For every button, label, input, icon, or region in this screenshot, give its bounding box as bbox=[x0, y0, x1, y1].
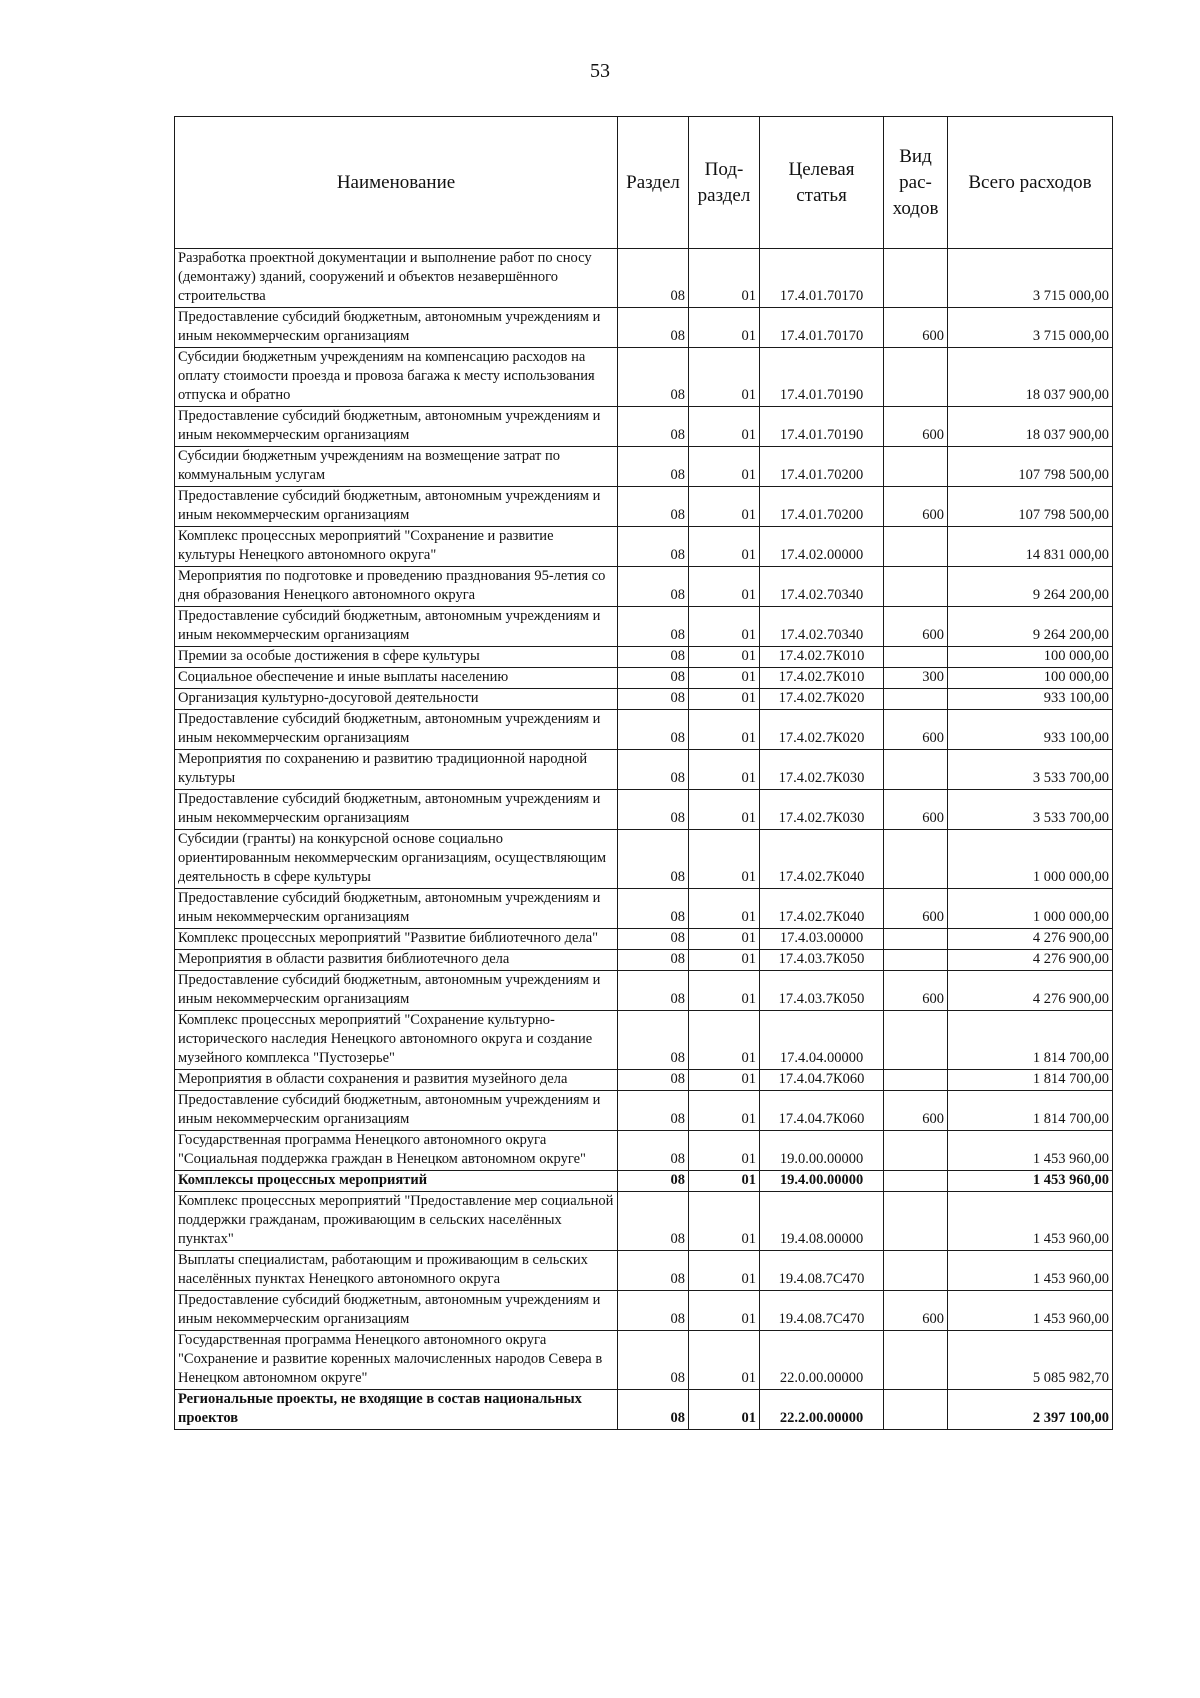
row-podrazdel-cell: 01 bbox=[689, 1171, 760, 1192]
row-vid-cell: 600 bbox=[884, 1091, 948, 1131]
page-number: 53 bbox=[590, 60, 610, 82]
header-statya: Целевая статья bbox=[760, 117, 884, 249]
row-name-cell: Предоставление субсидий бюджетным, автономным учреждениям и иным некоммерческим организациям bbox=[175, 889, 618, 929]
table-row bbox=[175, 249, 1113, 308]
row-vid-cell bbox=[884, 1131, 948, 1171]
row-statya-cell: 17.4.03.00000 bbox=[760, 929, 884, 950]
row-podrazdel-cell: 01 bbox=[689, 710, 760, 750]
row-name-cell: Комплекс процессных мероприятий "Сохранение культурно-исторического наследия Ненецкого автономного округа и создание музейного комплекса "Пустозерье" bbox=[175, 1011, 618, 1070]
row-name-cell: Государственная программа Ненецкого автономного округа "Сохранение и развитие коренных малочисленных народов Севера в Ненецком автономном округе" bbox=[175, 1331, 618, 1390]
header-razdel: Раздел bbox=[618, 117, 689, 249]
row-name-cell: Разработка проектной документации и выполнение работ по сносу (демонтажу) зданий, сооружений и объектов незавершённого строительства bbox=[175, 249, 618, 308]
row-name-cell: Предоставление субсидий бюджетным, автономным учреждениям и иным некоммерческим организациям bbox=[175, 407, 618, 447]
row-statya-cell: 17.4.02.00000 bbox=[760, 527, 884, 567]
row-vid-cell bbox=[884, 950, 948, 971]
table-row bbox=[175, 889, 1113, 929]
row-name-cell: Предоставление субсидий бюджетным, автономным учреждениям и иным некоммерческим организациям bbox=[175, 1091, 618, 1131]
budget-table bbox=[174, 116, 1113, 1430]
row-total-cell: 4 276 900,00 bbox=[948, 929, 1113, 950]
table-row bbox=[175, 971, 1113, 1011]
row-razdel-cell: 08 bbox=[618, 348, 689, 407]
table-row bbox=[175, 689, 1113, 710]
row-total-cell: 9 264 200,00 bbox=[948, 607, 1113, 647]
row-vid-cell: 600 bbox=[884, 607, 948, 647]
table-row bbox=[175, 1192, 1113, 1251]
table-row bbox=[175, 1011, 1113, 1070]
row-name-cell: Субсидии бюджетным учреждениям на возмещение затрат по коммунальным услугам bbox=[175, 447, 618, 487]
row-name-cell: Комплекс процессных мероприятий "Сохранение и развитие культуры Ненецкого автономного округа" bbox=[175, 527, 618, 567]
row-razdel-cell: 08 bbox=[618, 971, 689, 1011]
row-podrazdel-cell: 01 bbox=[689, 527, 760, 567]
row-name-cell: Предоставление субсидий бюджетным, автономным учреждениям и иным некоммерческим организациям bbox=[175, 487, 618, 527]
row-total-cell: 1 000 000,00 bbox=[948, 889, 1113, 929]
row-razdel-cell: 08 bbox=[618, 249, 689, 308]
row-total-cell: 107 798 500,00 bbox=[948, 447, 1113, 487]
row-podrazdel-cell: 01 bbox=[689, 1331, 760, 1390]
row-razdel-cell: 08 bbox=[618, 1291, 689, 1331]
table-row bbox=[175, 830, 1113, 889]
row-podrazdel-cell: 01 bbox=[689, 1070, 760, 1091]
row-total-cell: 933 100,00 bbox=[948, 689, 1113, 710]
row-total-cell: 1 453 960,00 bbox=[948, 1291, 1113, 1331]
row-razdel-cell: 08 bbox=[618, 1011, 689, 1070]
row-total-cell: 1 000 000,00 bbox=[948, 830, 1113, 889]
row-vid-cell bbox=[884, 567, 948, 607]
row-vid-cell bbox=[884, 1192, 948, 1251]
row-statya-cell: 17.4.01.70200 bbox=[760, 487, 884, 527]
row-total-cell: 14 831 000,00 bbox=[948, 527, 1113, 567]
row-total-cell: 4 276 900,00 bbox=[948, 971, 1113, 1011]
row-statya-cell: 17.4.02.7К030 bbox=[760, 790, 884, 830]
row-statya-cell: 17.4.01.70190 bbox=[760, 407, 884, 447]
table-row bbox=[175, 348, 1113, 407]
table-row bbox=[175, 1291, 1113, 1331]
header-name: Наименование bbox=[175, 117, 618, 249]
row-podrazdel-cell: 01 bbox=[689, 950, 760, 971]
row-name-cell: Мероприятия в области развития библиотечного дела bbox=[175, 950, 618, 971]
row-podrazdel-cell: 01 bbox=[689, 790, 760, 830]
row-podrazdel-cell: 01 bbox=[689, 407, 760, 447]
row-name-cell: Региональные проекты, не входящие в состав национальных проектов bbox=[175, 1390, 618, 1430]
header-total: Всего расходов bbox=[948, 117, 1113, 249]
table-row bbox=[175, 668, 1113, 689]
row-total-cell: 1 814 700,00 bbox=[948, 1091, 1113, 1131]
row-podrazdel-cell: 01 bbox=[689, 1011, 760, 1070]
row-total-cell: 100 000,00 bbox=[948, 668, 1113, 689]
row-vid-cell: 600 bbox=[884, 487, 948, 527]
table-row bbox=[175, 567, 1113, 607]
row-razdel-cell: 08 bbox=[618, 1091, 689, 1131]
row-total-cell: 3 533 700,00 bbox=[948, 790, 1113, 830]
row-razdel-cell: 08 bbox=[618, 407, 689, 447]
row-statya-cell: 17.4.02.70340 bbox=[760, 567, 884, 607]
row-name-cell: Социальное обеспечение и иные выплаты населению bbox=[175, 668, 618, 689]
table-row bbox=[175, 950, 1113, 971]
table-row bbox=[175, 790, 1113, 830]
row-statya-cell: 19.0.00.00000 bbox=[760, 1131, 884, 1171]
row-vid-cell bbox=[884, 647, 948, 668]
row-vid-cell bbox=[884, 527, 948, 567]
row-razdel-cell: 08 bbox=[618, 668, 689, 689]
row-vid-cell: 600 bbox=[884, 308, 948, 348]
row-podrazdel-cell: 01 bbox=[689, 647, 760, 668]
row-statya-cell: 17.4.02.7К010 bbox=[760, 668, 884, 689]
table-row bbox=[175, 447, 1113, 487]
row-podrazdel-cell: 01 bbox=[689, 607, 760, 647]
row-vid-cell bbox=[884, 1251, 948, 1291]
row-statya-cell: 19.4.08.7С470 bbox=[760, 1291, 884, 1331]
table-row bbox=[175, 1390, 1113, 1430]
row-razdel-cell: 08 bbox=[618, 1192, 689, 1251]
row-podrazdel-cell: 01 bbox=[689, 1091, 760, 1131]
row-statya-cell: 17.4.04.7К060 bbox=[760, 1070, 884, 1091]
row-total-cell: 5 085 982,70 bbox=[948, 1331, 1113, 1390]
row-razdel-cell: 08 bbox=[618, 950, 689, 971]
row-podrazdel-cell: 01 bbox=[689, 889, 760, 929]
row-razdel-cell: 08 bbox=[618, 447, 689, 487]
header-vid: Вид рас- ходов bbox=[884, 117, 948, 249]
row-razdel-cell: 08 bbox=[618, 567, 689, 607]
row-podrazdel-cell: 01 bbox=[689, 567, 760, 607]
row-vid-cell: 600 bbox=[884, 790, 948, 830]
row-podrazdel-cell: 01 bbox=[689, 668, 760, 689]
row-name-cell: Комплексы процессных мероприятий bbox=[175, 1171, 618, 1192]
row-total-cell: 3 715 000,00 bbox=[948, 249, 1113, 308]
row-razdel-cell: 08 bbox=[618, 647, 689, 668]
row-total-cell: 1 453 960,00 bbox=[948, 1171, 1113, 1192]
row-total-cell: 100 000,00 bbox=[948, 647, 1113, 668]
row-vid-cell bbox=[884, 249, 948, 308]
row-podrazdel-cell: 01 bbox=[689, 830, 760, 889]
row-razdel-cell: 08 bbox=[618, 1390, 689, 1430]
row-podrazdel-cell: 01 bbox=[689, 929, 760, 950]
row-statya-cell: 17.4.03.7К050 bbox=[760, 971, 884, 1011]
row-razdel-cell: 08 bbox=[618, 1251, 689, 1291]
row-name-cell: Предоставление субсидий бюджетным, автономным учреждениям и иным некоммерческим организациям bbox=[175, 607, 618, 647]
row-razdel-cell: 08 bbox=[618, 1131, 689, 1171]
row-name-cell: Комплекс процессных мероприятий "Предоставление мер социальной поддержки гражданам, проживающим в сельских населённых пунктах" bbox=[175, 1192, 618, 1251]
row-statya-cell: 17.4.01.70170 bbox=[760, 308, 884, 348]
row-podrazdel-cell: 01 bbox=[689, 1192, 760, 1251]
row-statya-cell: 22.2.00.00000 bbox=[760, 1390, 884, 1430]
row-podrazdel-cell: 01 bbox=[689, 487, 760, 527]
row-name-cell: Государственная программа Ненецкого автономного округа "Социальная поддержка граждан в Ненецком автономном округе" bbox=[175, 1131, 618, 1171]
row-vid-cell: 600 bbox=[884, 971, 948, 1011]
row-total-cell: 3 715 000,00 bbox=[948, 308, 1113, 348]
row-vid-cell bbox=[884, 1070, 948, 1091]
row-name-cell: Предоставление субсидий бюджетным, автономным учреждениям и иным некоммерческим организациям bbox=[175, 308, 618, 348]
row-podrazdel-cell: 01 bbox=[689, 249, 760, 308]
row-total-cell: 9 264 200,00 bbox=[948, 567, 1113, 607]
row-statya-cell: 17.4.02.7К040 bbox=[760, 830, 884, 889]
row-total-cell: 1 814 700,00 bbox=[948, 1011, 1113, 1070]
row-total-cell: 1 453 960,00 bbox=[948, 1192, 1113, 1251]
table-row bbox=[175, 308, 1113, 348]
row-vid-cell: 600 bbox=[884, 889, 948, 929]
row-name-cell: Предоставление субсидий бюджетным, автономным учреждениям и иным некоммерческим организациям bbox=[175, 790, 618, 830]
table-row bbox=[175, 487, 1113, 527]
table-row bbox=[175, 1131, 1113, 1171]
row-statya-cell: 22.0.00.00000 bbox=[760, 1331, 884, 1390]
row-name-cell: Предоставление субсидий бюджетным, автономным учреждениям и иным некоммерческим организациям bbox=[175, 1291, 618, 1331]
row-statya-cell: 17.4.01.70190 bbox=[760, 348, 884, 407]
row-statya-cell: 19.4.00.00000 bbox=[760, 1171, 884, 1192]
row-podrazdel-cell: 01 bbox=[689, 1131, 760, 1171]
table-row bbox=[175, 929, 1113, 950]
row-vid-cell bbox=[884, 1171, 948, 1192]
row-total-cell: 933 100,00 bbox=[948, 710, 1113, 750]
row-total-cell: 4 276 900,00 bbox=[948, 950, 1113, 971]
row-vid-cell: 600 bbox=[884, 407, 948, 447]
row-name-cell: Мероприятия по сохранению и развитию традиционной народной культуры bbox=[175, 750, 618, 790]
row-name-cell: Комплекс процессных мероприятий "Развитие библиотечного дела" bbox=[175, 929, 618, 950]
row-name-cell: Организация культурно-досуговой деятельности bbox=[175, 689, 618, 710]
row-total-cell: 18 037 900,00 bbox=[948, 348, 1113, 407]
row-statya-cell: 17.4.02.7К020 bbox=[760, 710, 884, 750]
row-razdel-cell: 08 bbox=[618, 830, 689, 889]
table-row bbox=[175, 607, 1113, 647]
row-vid-cell bbox=[884, 689, 948, 710]
row-podrazdel-cell: 01 bbox=[689, 689, 760, 710]
row-vid-cell: 600 bbox=[884, 1291, 948, 1331]
row-vid-cell bbox=[884, 750, 948, 790]
row-total-cell: 18 037 900,00 bbox=[948, 407, 1113, 447]
row-name-cell: Субсидии (гранты) на конкурсной основе социально ориентированным некоммерческим организациям, осуществляющим деятельность в сфере культуры bbox=[175, 830, 618, 889]
header-podrazdel: Под- раздел bbox=[689, 117, 760, 249]
row-statya-cell: 17.4.03.7К050 bbox=[760, 950, 884, 971]
table-row bbox=[175, 710, 1113, 750]
row-podrazdel-cell: 01 bbox=[689, 1390, 760, 1430]
row-vid-cell bbox=[884, 1011, 948, 1070]
row-razdel-cell: 08 bbox=[618, 710, 689, 750]
row-razdel-cell: 08 bbox=[618, 790, 689, 830]
table-row bbox=[175, 527, 1113, 567]
row-razdel-cell: 08 bbox=[618, 1171, 689, 1192]
row-name-cell: Мероприятия в области сохранения и развития музейного дела bbox=[175, 1070, 618, 1091]
row-statya-cell: 17.4.02.7К010 bbox=[760, 647, 884, 668]
row-statya-cell: 17.4.04.7К060 bbox=[760, 1091, 884, 1131]
row-vid-cell bbox=[884, 447, 948, 487]
row-statya-cell: 17.4.01.70200 bbox=[760, 447, 884, 487]
row-razdel-cell: 08 bbox=[618, 1070, 689, 1091]
row-vid-cell bbox=[884, 830, 948, 889]
row-total-cell: 1 453 960,00 bbox=[948, 1251, 1113, 1291]
row-name-cell: Субсидии бюджетным учреждениям на компенсацию расходов на оплату стоимости проезда и провоза багажа к месту использования отпуска и обратно bbox=[175, 348, 618, 407]
row-razdel-cell: 08 bbox=[618, 929, 689, 950]
row-podrazdel-cell: 01 bbox=[689, 308, 760, 348]
row-vid-cell: 600 bbox=[884, 710, 948, 750]
row-statya-cell: 17.4.02.7К020 bbox=[760, 689, 884, 710]
row-statya-cell: 19.4.08.7С470 bbox=[760, 1251, 884, 1291]
table-row bbox=[175, 750, 1113, 790]
row-total-cell: 3 533 700,00 bbox=[948, 750, 1113, 790]
row-statya-cell: 17.4.01.70170 bbox=[760, 249, 884, 308]
row-podrazdel-cell: 01 bbox=[689, 348, 760, 407]
row-razdel-cell: 08 bbox=[618, 1331, 689, 1390]
table-row bbox=[175, 1070, 1113, 1091]
row-podrazdel-cell: 01 bbox=[689, 971, 760, 1011]
row-razdel-cell: 08 bbox=[618, 689, 689, 710]
row-vid-cell bbox=[884, 929, 948, 950]
table-row bbox=[175, 647, 1113, 668]
row-razdel-cell: 08 bbox=[618, 487, 689, 527]
row-total-cell: 2 397 100,00 bbox=[948, 1390, 1113, 1430]
table-row bbox=[175, 1171, 1113, 1192]
row-name-cell: Мероприятия по подготовке и проведению празднования 95-летия со дня образования Ненецкого автономного округа bbox=[175, 567, 618, 607]
row-total-cell: 107 798 500,00 bbox=[948, 487, 1113, 527]
row-vid-cell bbox=[884, 1390, 948, 1430]
row-razdel-cell: 08 bbox=[618, 308, 689, 348]
row-statya-cell: 17.4.04.00000 bbox=[760, 1011, 884, 1070]
table-row bbox=[175, 407, 1113, 447]
row-podrazdel-cell: 01 bbox=[689, 447, 760, 487]
row-total-cell: 1 453 960,00 bbox=[948, 1131, 1113, 1171]
row-statya-cell: 17.4.02.70340 bbox=[760, 607, 884, 647]
table-header-row bbox=[175, 117, 1113, 249]
row-podrazdel-cell: 01 bbox=[689, 750, 760, 790]
row-total-cell: 1 814 700,00 bbox=[948, 1070, 1113, 1091]
row-razdel-cell: 08 bbox=[618, 750, 689, 790]
row-podrazdel-cell: 01 bbox=[689, 1291, 760, 1331]
row-statya-cell: 17.4.02.7К030 bbox=[760, 750, 884, 790]
row-vid-cell bbox=[884, 348, 948, 407]
row-vid-cell: 300 bbox=[884, 668, 948, 689]
row-razdel-cell: 08 bbox=[618, 607, 689, 647]
table-row bbox=[175, 1331, 1113, 1390]
row-name-cell: Предоставление субсидий бюджетным, автономным учреждениям и иным некоммерческим организациям bbox=[175, 710, 618, 750]
row-podrazdel-cell: 01 bbox=[689, 1251, 760, 1291]
row-name-cell: Выплаты специалистам, работающим и проживающим в сельских населённых пунктах Ненецкого автономного округа bbox=[175, 1251, 618, 1291]
row-name-cell: Предоставление субсидий бюджетным, автономным учреждениям и иным некоммерческим организациям bbox=[175, 971, 618, 1011]
row-statya-cell: 19.4.08.00000 bbox=[760, 1192, 884, 1251]
table-row bbox=[175, 1091, 1113, 1131]
row-vid-cell bbox=[884, 1331, 948, 1390]
row-razdel-cell: 08 bbox=[618, 889, 689, 929]
row-statya-cell: 17.4.02.7К040 bbox=[760, 889, 884, 929]
table-row bbox=[175, 1251, 1113, 1291]
row-razdel-cell: 08 bbox=[618, 527, 689, 567]
row-name-cell: Премии за особые достижения в сфере культуры bbox=[175, 647, 618, 668]
table-body bbox=[175, 249, 1113, 1430]
